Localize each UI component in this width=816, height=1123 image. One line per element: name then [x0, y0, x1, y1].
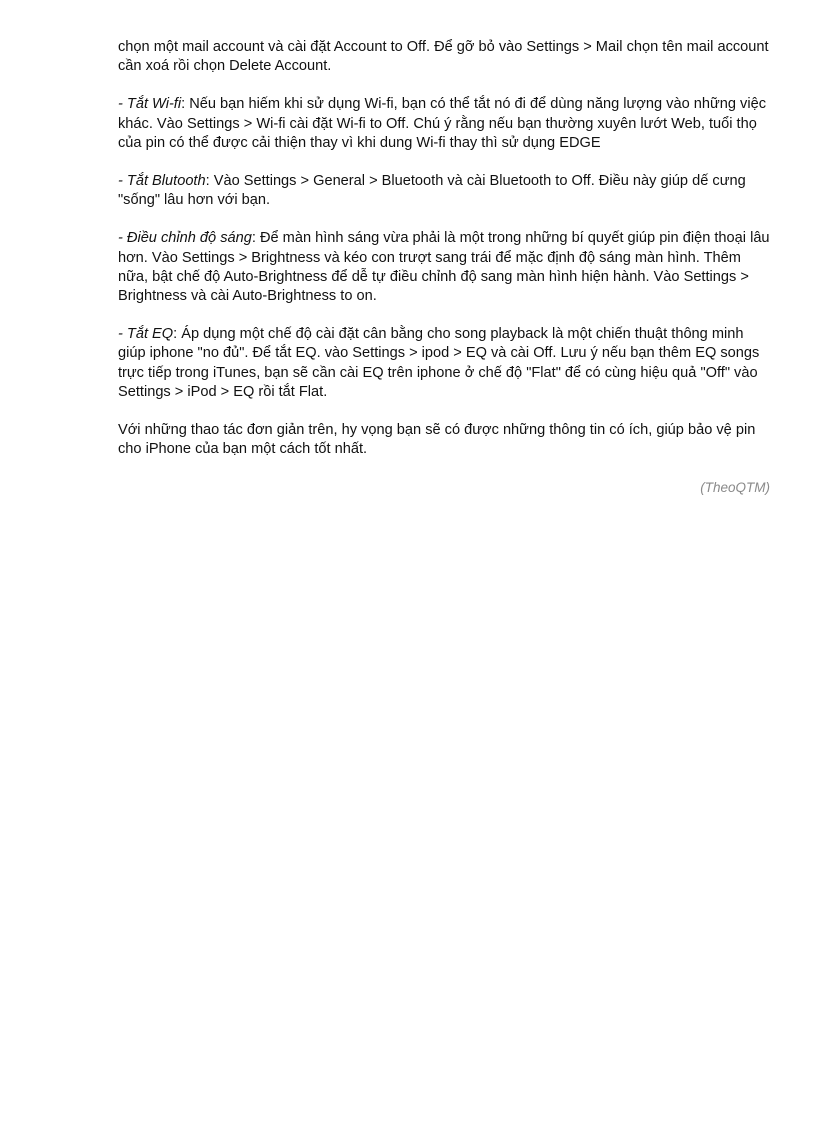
paragraph-text: chọn một mail account và cài đặt Account to Off. Để gỡ bỏ vào Settings > Mail chọn tên mail account cần xoá rồi chọn Delete Account. — [118, 39, 769, 75]
paragraph-wifi — [118, 95, 770, 153]
paragraph-eq — [118, 325, 770, 402]
paragraph-conclusion — [118, 421, 770, 459]
paragraph-lead: - Tắt Blutooth — [118, 173, 206, 190]
paragraph-lead: - Tắt Wi-fi — [118, 96, 182, 113]
source-credit: (TheoQTM) — [700, 480, 770, 496]
paragraph-text: : Nếu bạn hiếm khi sử dụng Wi-fi, bạn có thể tắt nó đi để dùng năng lượng vào những việc khác. Vào Settings > Wi-fi cài đặt Wi-fi to Off. Chú ý rằng nếu bạn thường xuyên lướt Web, tuổi thọ của pin có thể được cải thiện thay vì khi dung Wi-fi thay thì sử dụng EDGE — [118, 96, 766, 151]
paragraph-bluetooth — [118, 172, 770, 210]
paragraph-text: Với những thao tác đơn giản trên, hy vọng bạn sẽ có được những thông tin có ích, giúp bảo vệ pin cho iPhone của bạn một cách tốt nhất. — [118, 422, 756, 458]
paragraph-lead: - Điều chỉnh độ sáng — [118, 230, 252, 247]
paragraph-mail-account — [118, 38, 770, 76]
paragraph-text: : Áp dụng một chế độ cài đặt cân bằng cho song playback là một chiến thuật thông minh giúp iphone "no đủ". Để tắt EQ. vào Settings > ipod > EQ và cài Off. Lưu ý nếu bạn thêm EQ songs trực tiếp trong iTunes, bạn sẽ cần cài EQ trên iphone ở chế độ "Flat" để có cùng hiệu quả "Off" vào Settings > iPod > EQ rồi tắt Flat. — [118, 326, 760, 400]
paragraph-text: : Vào Settings > General > Bluetooth và cài Bluetooth to Off. Điều này giúp dế cưng "sống" lâu hơn với bạn. — [118, 173, 746, 209]
document-page — [118, 38, 770, 498]
paragraph-brightness — [118, 229, 770, 306]
paragraph-text: : Để màn hình sáng vừa phải là một trong những bí quyết giúp pin điện thoại lâu hơn. Vào Settings > Brightness và kéo con trượt sang trái để mặc định độ sáng màn hình. Thêm nữa, bật chế độ Auto-Brightness để dễ tự điều chỉnh độ sang màn hình hiện hành. Vào Settings > Brightness và cài Auto-Brightness to on. — [118, 230, 770, 305]
paragraph-lead: - Tắt EQ — [118, 326, 174, 343]
